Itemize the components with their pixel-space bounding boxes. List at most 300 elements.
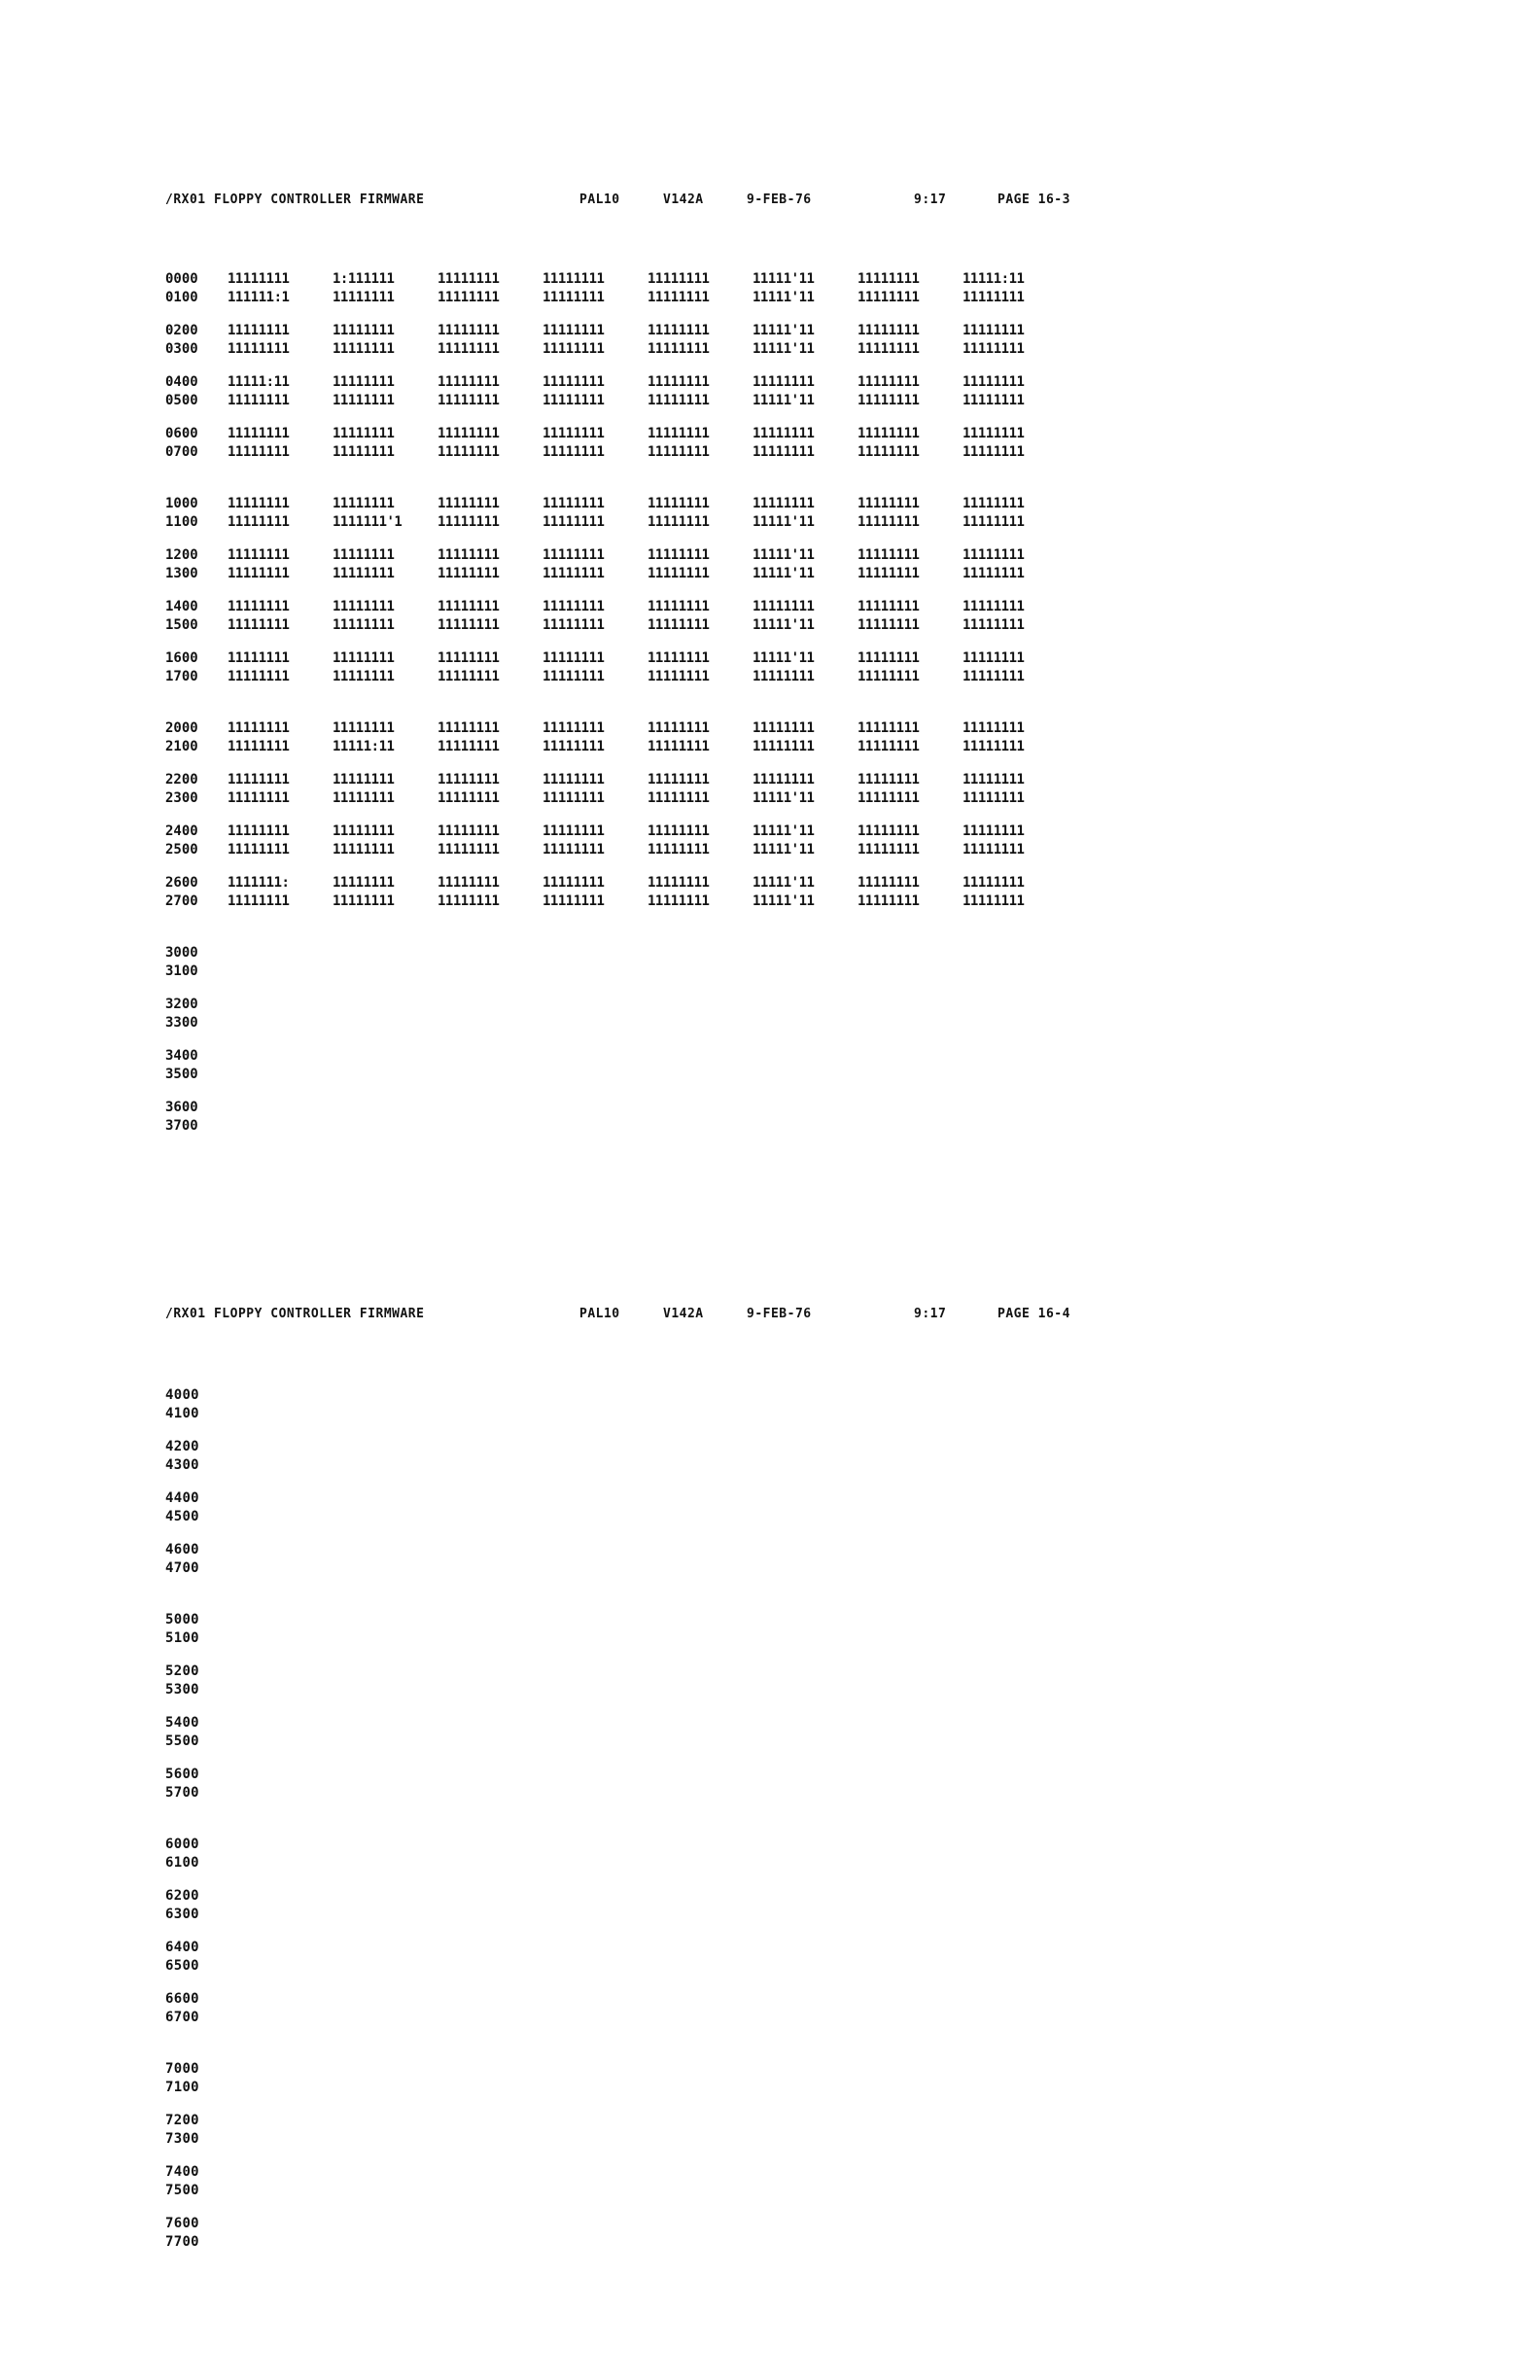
table-cell: 11111111 [962,790,1025,806]
table-cell: 11111111 [962,341,1025,357]
table-row [165,892,1068,911]
row-address: 0700 [165,444,198,460]
table-cell: 11111111 [542,341,605,357]
table-cell: 11111111 [228,426,290,441]
table-cell: 11111111 [648,790,710,806]
header-time: 9:17 [914,192,947,207]
table-row [165,841,1068,859]
table-cell: 11111111 [438,496,500,511]
row-address: 1700 [165,669,198,684]
row-address: 5000 [165,1612,199,1628]
table-cell: 11111111 [542,617,605,633]
table-cell: 11111111 [438,669,500,684]
table-cell: 11111111 [542,772,605,788]
table-row [165,1611,228,1629]
row-address: 0200 [165,323,198,338]
table-row [165,546,1068,565]
table-cell: 11111111 [332,547,395,563]
table-row [165,668,1068,686]
table-cell: 1:111111 [332,271,395,287]
row-address: 2100 [165,739,198,754]
table-row [165,719,1068,738]
table-row [165,373,1068,392]
table-row [165,2130,228,2149]
table-row [165,2060,228,2079]
table-cell: 11111111 [542,374,605,390]
table-cell: 11111111 [332,323,395,338]
table-cell: 11111111 [648,720,710,736]
table-cell: 11111111 [962,393,1025,408]
table-cell: 11111111 [858,823,920,839]
row-address: 4100 [165,1406,199,1421]
table-cell: 11111111 [542,393,605,408]
table-cell: 11111111 [648,823,710,839]
table-cell: 11111111 [752,772,815,788]
table-row [165,2079,228,2097]
table-cell: 11111111 [542,496,605,511]
table-cell: 11111'11 [752,842,815,858]
table-cell: 11111111 [332,720,395,736]
table-row [165,1508,228,1526]
table-cell: 11111111 [438,599,500,614]
table-cell: 11111111 [648,426,710,441]
row-address: 4000 [165,1387,199,1403]
table-cell: 11111111 [648,739,710,754]
table-cell: 11111111 [542,290,605,305]
header-title: /RX01 FLOPPY CONTROLLER FIRMWARE [165,192,425,207]
table-cell: 11111111 [438,875,500,891]
table-row [165,2009,228,2027]
row-address: 2500 [165,842,198,858]
row-address: 3600 [165,1100,198,1115]
table-cell: 11111111 [858,772,920,788]
table-cell: 11111111 [858,893,920,909]
table-cell: 11111111 [858,374,920,390]
table-cell: 11111111 [962,290,1025,305]
table-row [165,1386,228,1405]
table-cell: 11111111 [962,547,1025,563]
table-cell: 11111111 [332,842,395,858]
table-cell: 11111111 [332,290,395,305]
row-address: 5200 [165,1663,199,1679]
table-row [165,1906,228,1924]
table-cell: 11111111 [228,842,290,858]
row-address: 5100 [165,1630,199,1646]
row-address: 0600 [165,426,198,441]
table-cell: 11111111 [962,739,1025,754]
table-cell: 11111111 [542,566,605,581]
row-address: 3100 [165,963,198,979]
table-row [165,1836,228,1854]
table-cell: 11111111 [228,772,290,788]
table-cell: 11111111 [858,341,920,357]
row-address: 3500 [165,1067,198,1082]
table-cell: 11111111 [228,790,290,806]
table-cell: 11111111 [858,496,920,511]
table-cell: 11111'11 [752,514,815,530]
table-row [165,822,1068,841]
table-cell: 11111111 [332,566,395,581]
table-cell: 11111111 [332,772,395,788]
table-cell: 11111111 [962,514,1025,530]
table-row [165,425,1068,443]
row-address: 7300 [165,2131,199,2147]
table-cell: 11111111 [962,617,1025,633]
table-cell: 11111111 [438,514,500,530]
table-row [165,1957,228,1976]
row-address: 7200 [165,2113,199,2128]
table-cell: 11111111 [332,496,395,511]
table-row [165,771,1068,789]
table-cell: 11111111 [332,444,395,460]
table-cell: 11111111 [542,739,605,754]
table-cell: 11111'11 [752,566,815,581]
table-row [165,1438,228,1456]
table-cell: 11111111 [648,290,710,305]
table-cell: 11111111 [962,772,1025,788]
row-address: 6500 [165,1958,199,1974]
table-row [165,1714,228,1732]
header-page-number: PAGE 16-3 [998,192,1070,207]
address-list [165,1386,228,2252]
table-row [165,322,1068,340]
table-cell: 11111111 [962,323,1025,338]
table-row [165,1047,1068,1066]
table-cell: 11111'11 [752,271,815,287]
header-module: PAL10 [579,192,620,207]
table-row [165,1489,228,1508]
table-cell: 11111111 [858,650,920,666]
table-cell: 11111111 [228,599,290,614]
table-cell: 11111111 [962,669,1025,684]
table-cell: 11111111 [858,842,920,858]
table-row [165,340,1068,359]
table-cell: 11111111 [542,426,605,441]
row-address: 6700 [165,2010,199,2025]
table-cell: 11111111 [962,496,1025,511]
row-address: 1100 [165,514,198,530]
table-cell: 11111111 [542,669,605,684]
table-row [165,2182,228,2200]
table-cell: 11111111 [542,514,605,530]
row-address: 7500 [165,2183,199,2198]
row-address: 0100 [165,290,198,305]
table-cell: 11111'11 [752,290,815,305]
table-cell: 11111111 [858,514,920,530]
table-row [165,1990,228,2009]
table-cell: 11111111 [648,875,710,891]
row-address: 0400 [165,374,198,390]
table-cell: 11111'11 [752,790,815,806]
table-cell: 11111111 [752,669,815,684]
table-cell: 11111111 [228,823,290,839]
table-cell: 11111111 [962,823,1025,839]
row-address: 6400 [165,1940,199,1955]
table-row [165,289,1068,307]
table-cell: 11111:11 [228,374,290,390]
table-cell: 11111111 [858,323,920,338]
row-address: 3700 [165,1118,198,1134]
table-cell: 11111111 [752,426,815,441]
table-cell: 11111111 [228,739,290,754]
table-cell: 11111111 [752,444,815,460]
table-cell: 11111111 [332,875,395,891]
table-cell: 11111111 [648,547,710,563]
table-row [165,513,1068,532]
row-address: 4200 [165,1439,199,1454]
table-cell: 11111111 [438,547,500,563]
table-cell: 1111111'1 [332,514,402,530]
row-address: 1000 [165,496,198,511]
table-cell: 11111111 [438,842,500,858]
table-cell: 11111111 [542,823,605,839]
row-address: 2000 [165,720,198,736]
row-address: 2200 [165,772,198,788]
table-cell: 11111111 [542,547,605,563]
table-row [165,1014,1068,1032]
table-cell: 11111111 [228,323,290,338]
row-address: 2700 [165,893,198,909]
table-cell: 11111'11 [752,323,815,338]
header-title: /RX01 FLOPPY CONTROLLER FIRMWARE [165,1307,425,1321]
table-row [165,962,1068,981]
table-cell: 11111111 [438,617,500,633]
table-cell: 11111111 [332,823,395,839]
table-cell: 11111111 [438,290,500,305]
table-cell: 11111111 [438,444,500,460]
table-cell: 11111111 [228,566,290,581]
table-cell: 11111111 [542,790,605,806]
table-row [165,1559,228,1578]
table-cell: 11111111 [648,444,710,460]
table-cell: 11111111 [648,566,710,581]
table-cell: 11111111 [648,650,710,666]
header-version: V142A [663,1307,704,1321]
row-address: 7000 [165,2061,199,2077]
table-cell: 11111111 [228,547,290,563]
table-cell: 11111111 [438,772,500,788]
row-address: 0300 [165,341,198,357]
table-cell: 11111111 [228,496,290,511]
table-row [165,874,1068,892]
table-cell: 11111111 [332,599,395,614]
table-cell: 11111111 [438,893,500,909]
table-cell: 11111111 [752,599,815,614]
table-row [165,1405,228,1423]
table-row [165,1681,228,1699]
table-cell: 11111111 [438,426,500,441]
table-cell: 11111'11 [752,823,815,839]
row-address: 1200 [165,547,198,563]
row-address: 6300 [165,1907,199,1922]
table-cell: 11111111 [858,547,920,563]
table-cell: 11111111 [228,893,290,909]
table-cell: 11111111 [858,271,920,287]
table-cell: 11111111 [332,790,395,806]
table-cell: 11111111 [542,599,605,614]
row-address: 3200 [165,997,198,1012]
table-cell: 11111111 [332,374,395,390]
table-cell: 11111111 [648,374,710,390]
header-version: V142A [663,192,704,207]
header-date: 9-FEB-76 [747,1307,812,1321]
table-cell: 11111111 [752,496,815,511]
row-address: 1300 [165,566,198,581]
row-address: 7400 [165,2164,199,2180]
table-cell: 11111111 [438,374,500,390]
table-cell: 11111111 [542,875,605,891]
table-cell: 11111111 [858,617,920,633]
table-row [165,1766,228,1784]
row-address: 4600 [165,1542,199,1558]
table-cell: 11111111 [332,617,395,633]
table-row [165,1066,1068,1084]
row-address: 5500 [165,1733,199,1749]
table-cell: 11111111 [962,599,1025,614]
row-address: 2600 [165,875,198,891]
table-cell: 11111111 [962,426,1025,441]
table-cell: 11111111 [438,323,500,338]
table-cell: 11111111 [858,599,920,614]
row-address: 1600 [165,650,198,666]
row-address: 5400 [165,1715,199,1731]
table-cell: 11111111 [332,893,395,909]
table-cell: 11111111 [858,566,920,581]
table-cell: 11111111 [438,271,500,287]
table-cell: 11111111 [858,444,920,460]
table-cell: 11111111 [648,669,710,684]
table-cell: 11111111 [438,720,500,736]
table-cell: 11111111 [438,341,500,357]
table-cell: 11111111 [438,790,500,806]
table-cell: 11111'11 [752,893,815,909]
row-address: 5300 [165,1682,199,1698]
table-row [165,1939,228,1957]
table-row [165,1662,228,1681]
table-row [165,1117,1068,1136]
table-cell: 11111111 [648,772,710,788]
table-cell: 11111111 [752,720,815,736]
row-address: 3300 [165,1015,198,1031]
table-row [165,1732,228,1751]
row-address: 2400 [165,823,198,839]
table-cell: 11111111 [752,374,815,390]
row-address: 4400 [165,1490,199,1506]
table-cell: 11111111 [332,393,395,408]
table-cell: 11111111 [648,323,710,338]
table-row [165,598,1068,616]
row-address: 2300 [165,790,198,806]
row-address: 4300 [165,1457,199,1473]
memory-dump-table [165,270,1068,1136]
row-address: 3000 [165,945,198,961]
table-row [165,2215,228,2233]
table-row [165,270,1068,289]
table-cell: 11111'11 [752,547,815,563]
table-row [165,996,1068,1014]
table-row [165,443,1068,462]
table-cell: 11111111 [228,514,290,530]
row-address: 5600 [165,1767,199,1782]
table-row [165,1629,228,1648]
table-cell: 111111:1 [228,290,290,305]
table-cell: 11111111 [438,739,500,754]
row-address: 6200 [165,1888,199,1904]
table-cell: 11111111 [752,739,815,754]
row-address: 1500 [165,617,198,633]
table-row [165,2163,228,2182]
table-cell: 11111111 [648,842,710,858]
table-cell: 11111111 [648,496,710,511]
table-cell: 11111111 [962,444,1025,460]
row-address: 5700 [165,1785,199,1801]
table-cell: 11111111 [228,271,290,287]
row-address: 4500 [165,1509,199,1524]
table-cell: 11111111 [542,271,605,287]
table-cell: 11111111 [648,514,710,530]
table-row [165,789,1068,808]
header-date: 9-FEB-76 [747,192,812,207]
table-cell: 11111111 [858,393,920,408]
row-address: 1400 [165,599,198,614]
table-cell: 11111111 [438,566,500,581]
table-cell: 11111111 [228,720,290,736]
table-cell: 11111:11 [332,739,395,754]
table-cell: 11111111 [962,875,1025,891]
table-cell: 11111111 [438,650,500,666]
table-cell: 11111111 [332,650,395,666]
table-cell: 11111111 [542,842,605,858]
table-cell: 11111111 [228,617,290,633]
table-cell: 11111111 [962,842,1025,858]
header-page-number: PAGE 16-4 [998,1307,1070,1321]
table-row [165,2233,228,2252]
table-cell: 11111'11 [752,341,815,357]
table-cell: 11111111 [648,893,710,909]
row-address: 4700 [165,1560,199,1576]
table-cell: 11111111 [858,290,920,305]
row-address: 3400 [165,1048,198,1064]
table-cell: 11111'11 [752,875,815,891]
table-cell: 11111111 [648,617,710,633]
table-cell: 11111111 [332,669,395,684]
table-cell: 11111111 [438,823,500,839]
table-cell: 11111111 [962,720,1025,736]
table-cell: 11111111 [962,566,1025,581]
table-cell: 11111111 [228,393,290,408]
table-row [165,944,1068,962]
table-cell: 11111111 [858,720,920,736]
table-cell: 11111111 [648,599,710,614]
table-row [165,565,1068,583]
table-cell: 11111111 [858,875,920,891]
table-row [165,1887,228,1906]
table-cell: 11111111 [962,374,1025,390]
table-cell: 11111:11 [962,271,1025,287]
table-cell: 11111111 [542,893,605,909]
table-cell: 11111111 [542,444,605,460]
table-cell: 11111111 [648,393,710,408]
row-address: 7100 [165,2080,199,2095]
table-row [165,616,1068,635]
table-row [165,1456,228,1475]
table-cell: 11111111 [542,323,605,338]
table-cell: 11111111 [858,790,920,806]
table-cell: 11111111 [962,650,1025,666]
row-address: 7600 [165,2216,199,2231]
table-cell: 11111111 [858,426,920,441]
row-address: 0000 [165,271,198,287]
